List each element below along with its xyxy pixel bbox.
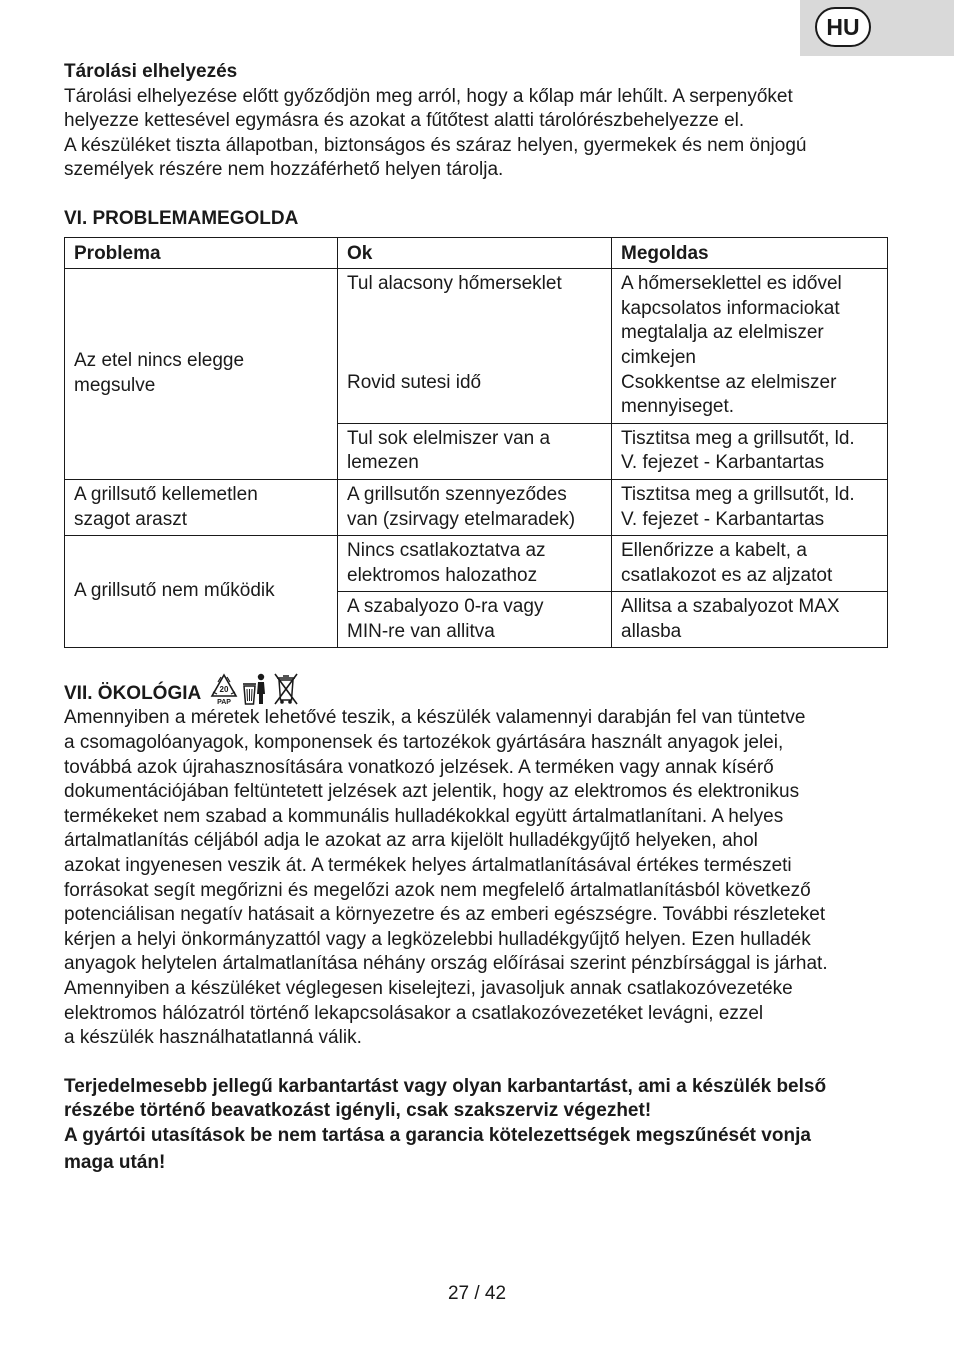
- recycle-pap-icon: [209, 672, 239, 706]
- cell-line: mennyiseget.: [621, 396, 735, 418]
- storage-title: Tárolási elhelyezés: [64, 61, 238, 82]
- cell-line: A grillsutőn szennyeződes: [347, 483, 567, 505]
- cell-line: Tul alacsony hőmerseklet: [347, 273, 562, 295]
- cause-cell: [338, 479, 612, 535]
- cell-line: kapcsolatos informaciokat: [621, 297, 840, 319]
- weee-bin-icon: [273, 672, 299, 706]
- cell-line: lemezen: [347, 452, 419, 474]
- problem-cell: A grillsutő nem működik: [65, 536, 338, 648]
- warning-line: Terjedelmesebb jellegű karbantartást vagy olyan karbantartást, ami a készülék belső: [64, 1075, 827, 1097]
- ecology-line: a készülék használhatatlanná válik.: [64, 1027, 362, 1049]
- problem-cell: [65, 269, 338, 480]
- ecology-line: termékeket nem szabad a kommunális hulladékokkal együtt ártalmatlanítani. A helyes: [64, 805, 784, 827]
- ecology-line: forrásokat segít megőrizni és megelőzi azok nem megfelelő ártalmatlanításból következő: [64, 879, 811, 901]
- cell-line: Nincs csatlakoztatva az: [347, 540, 546, 562]
- ecology-icons: [209, 672, 299, 706]
- warning-line: részébe történő beavatkozást igényli, csak szakszerviz végezhet!: [64, 1100, 652, 1122]
- warning-line: maga után!: [64, 1151, 166, 1173]
- cause-cell: [338, 269, 612, 424]
- ecology-line: Amennyiben a méretek lehetővé teszik, a készülék valamennyi darabján fel van tüntetve: [64, 707, 806, 729]
- cell-line: Tul sok elelmiszer van a: [347, 427, 551, 449]
- cell-line: szagot araszt: [74, 508, 187, 530]
- cell-line: A hőmerseklettel es idővel: [621, 273, 842, 295]
- cell-line: elektromos halozathoz: [347, 564, 538, 586]
- cell-line: Tisztitsa meg a grillsutőt, ld.: [621, 427, 855, 449]
- ecology-line: a csomagolóanyagok, komponensek és tartozékok gyártására használt anyagok jelei,: [64, 732, 784, 754]
- solution-cell: [612, 479, 888, 535]
- ecology-line: továbbá azok újrahasznosítására vonatkozó jelzések. A terméken vagy annak kísérő: [64, 756, 774, 778]
- cause-cell: [338, 592, 612, 648]
- solution-cell: [612, 592, 888, 648]
- header-problem: Problema: [65, 237, 338, 269]
- cell-line: V. fejezet - Karbantartas: [621, 508, 825, 530]
- cell-line: cimkejen: [621, 346, 696, 368]
- header-cause: Ok: [338, 237, 612, 269]
- cell-line: MIN-re van allitva: [347, 620, 495, 642]
- solution-cell: [612, 536, 888, 592]
- cell-line: Rovid sutesi idő: [347, 371, 482, 393]
- cell-line: allasba: [621, 620, 682, 642]
- table-header-row: [65, 237, 888, 269]
- solution-cell: [612, 423, 888, 479]
- ecology-line: dokumentációjában feltüntetett jelzések azt jelentik, hogy az elektromos és elektronikus: [64, 781, 800, 803]
- warning-line: A gyártói utasítások be nem tartása a garancia kötelezettségek megszűnését vonja: [64, 1124, 811, 1146]
- troubleshooting-table: [64, 237, 888, 649]
- cell-line: Ellenőrizze a kabelt, a: [621, 540, 807, 562]
- solution-cell: [612, 269, 888, 424]
- table-row: [65, 479, 888, 535]
- cell-line: csatlakozot es az aljzatot: [621, 564, 833, 586]
- storage-line: Tárolási elhelyezése előtt győződjön meg arról, hogy a kőlap már lehűlt. A serpenyőket: [64, 85, 793, 107]
- cell-line: A grillsutő kellemetlen: [74, 483, 258, 505]
- ecology-line: anyagok helytelen ártalmatlanítása néhány ország előírásai szerint pénzbírsággal is járhat.: [64, 953, 828, 975]
- ecology-line: elektromos hálózatról történő lekapcsolásakor a csatlakozóvezetéket levágni, ezzel: [64, 1002, 764, 1024]
- cell-line: Csokkentse az elelmiszer: [621, 371, 837, 393]
- cell-line: A szabalyozo 0-ra vagy: [347, 596, 544, 618]
- troubleshooting-title: VI. PROBLEMAMEGOLDA: [64, 207, 299, 229]
- cell-line: van (zsirvagy etelmaradek): [347, 508, 576, 530]
- problem-cell: [65, 479, 338, 535]
- cell-line: megsulve: [74, 375, 156, 397]
- page-content: [64, 60, 888, 1175]
- storage-line: A készüléket tiszta állapotban, biztonságos és száraz helyen, gyermekek és nem önjogú: [64, 134, 807, 156]
- ecology-line: potenciálisan negatív hatásait a környezetre és az emberi egészségre. További részleteket: [64, 904, 826, 926]
- ecology-title: VII. ÖKOLÓGIA: [64, 683, 202, 705]
- cell-line: Allitsa a szabalyozot MAX: [621, 596, 840, 618]
- language-badge: HU: [815, 7, 871, 47]
- cell-line: megtalalja az elelmiszer: [621, 322, 824, 344]
- ecology-line: kérjen a helyi önkormányzattól vagy a legközelebbi hulladékgyűjtő helyen. Ezen hulladék: [64, 928, 811, 950]
- cause-cell: [338, 536, 612, 592]
- table-row: [65, 536, 888, 592]
- recycle-label: PAP: [217, 699, 232, 707]
- table-row: [65, 269, 888, 424]
- cause-cell: [338, 423, 612, 479]
- storage-line: személyek részére nem hozzáférhető helyen tárolja.: [64, 159, 504, 181]
- ecology-line: ártalmatlanítás céljából adja le azokat az arra kijelölt hulladékgyűjtő helyeken, ahol: [64, 830, 758, 852]
- ecology-heading: [64, 668, 888, 706]
- cell-line: Az etel nincs elegge: [74, 350, 245, 372]
- ecology-line: Amennyiben a készüléket véglegesen kiselejtezi, javasoljuk annak csatlakozóvezetéke: [64, 978, 793, 999]
- page-number: 27 / 42: [447, 1283, 507, 1304]
- cell-line: Tisztitsa meg a grillsutőt, ld.: [621, 483, 855, 505]
- cell-line: V. fejezet - Karbantartas: [621, 452, 825, 474]
- recycle-number: 20: [219, 685, 229, 695]
- ecology-line: azokat ingyenesen veszik át. A termékek helyes ártalmatlanításával értékes természeti: [64, 855, 792, 877]
- storage-line: helyezze kettesével egymásra és azokat a fűtőtest alatti tárolórészbehelyezze el.: [64, 110, 745, 132]
- header-solution: Megoldas: [612, 237, 888, 269]
- tidyman-icon: [241, 672, 271, 706]
